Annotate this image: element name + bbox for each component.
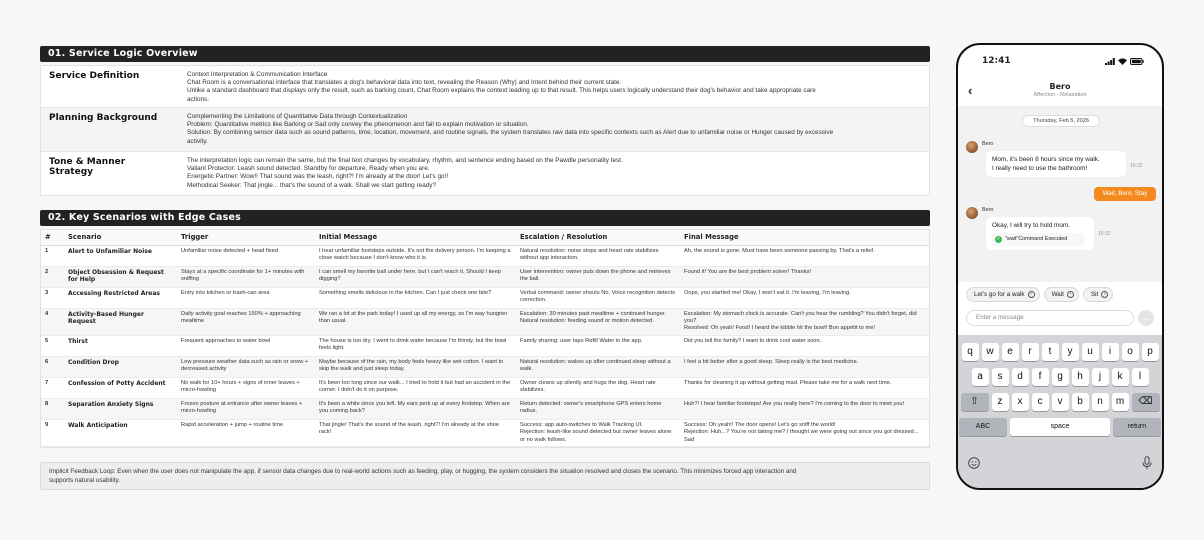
- trigger-cell: Unfamiliar noise detected + head fixed: [177, 245, 315, 266]
- signal-icon: [1105, 58, 1115, 65]
- keyboard-row-2: [958, 368, 1162, 386]
- key-d[interactable]: d: [1012, 368, 1029, 386]
- overview-line: Energetic Partner: Wow!! That sound was the leash, right?! I'm already at the door! Let's go!!: [187, 173, 449, 181]
- sender-name: Bero: [982, 207, 994, 213]
- command-text: "wait"Command Executed: [1005, 236, 1068, 242]
- microphone-icon[interactable]: [1142, 456, 1152, 470]
- escalation-cell: Family sharing: user taps Refill Water in the app.: [516, 335, 680, 356]
- key-x[interactable]: x: [1012, 393, 1029, 411]
- overview-label: Tone & Manner Strategy: [49, 157, 126, 177]
- initial-message-cell: We ran a lot at the park today! I used up all my energy, so I'm way hungrier than usual.: [315, 308, 516, 335]
- initial-message-cell: Maybe because of the rain, my body feels heavy like wet cotton. I want to skip the walk and just sleep today.: [315, 356, 516, 377]
- keyboard: [958, 335, 1162, 490]
- cell-line: Rejection: Huh...? You're not taking me? I thought we were going out since you got dressed... Sad: [684, 429, 919, 443]
- scenario-name: Accessing Restricted Areas: [64, 287, 177, 308]
- scenarios-table-card: [40, 229, 930, 448]
- key-w[interactable]: w: [982, 343, 999, 361]
- final-message-cell: Found it! You are the best problem solver! Thanks!: [680, 266, 929, 287]
- final-message-cell: [680, 308, 929, 335]
- overview-row: [41, 108, 929, 152]
- table-header-row: [41, 230, 929, 245]
- row-number: 2: [41, 266, 64, 287]
- command-status: [992, 233, 1084, 246]
- sender-name: Bero: [982, 141, 994, 147]
- incoming-message: [986, 217, 1094, 250]
- scenario-name: Alert to Unfamiliar Noise: [64, 245, 177, 266]
- key-u[interactable]: u: [1082, 343, 1099, 361]
- arrow-right-icon: ›: [1101, 291, 1108, 298]
- escalation-cell: Natural resolution: wakes up after continued sleep without a walk.: [516, 356, 680, 377]
- implicit-feedback-note: [40, 462, 930, 490]
- final-message-cell: Ah, the sound is gone. Must have been someone passing by. That's a relief.: [680, 245, 929, 266]
- column-header: Escalation / Resolution: [516, 230, 680, 245]
- scenario-name: Walk Anticipation: [64, 419, 177, 446]
- escalation-cell: Owner cleans up silently and hugs the dog. Heart rate stabilizes.: [516, 377, 680, 398]
- cell-line: Rejection: leash-like sound detected but owner leaves alone or no walk follows.: [520, 429, 672, 443]
- row-number: 1: [41, 245, 64, 266]
- status-icons: [1105, 58, 1144, 65]
- chat-subtitle: Affection · Relaxation: [1033, 92, 1087, 98]
- key-p[interactable]: p: [1142, 343, 1159, 361]
- arrow-right-icon: ›: [1028, 291, 1035, 298]
- date-separator: Thursday, Feb 5, 2026: [1022, 115, 1100, 127]
- quick-replies: [966, 287, 1113, 302]
- overview-body: [180, 108, 929, 151]
- chip-label: Wait: [1051, 291, 1064, 298]
- key-m[interactable]: m: [1112, 393, 1129, 411]
- key-t[interactable]: t: [1042, 343, 1059, 361]
- overview-line: The interpretation logic can remain the same, but the final text changes by vocabulary, rhythm, and sentence ending based on the Pawdle personality test.: [187, 157, 623, 164]
- trigger-cell: No walk for 10+ hours + signs of inner leaves + micro-howling: [177, 377, 315, 398]
- cell-line: Success: Oh yeah!! The door opens! Let's go sniff the world!: [684, 421, 836, 428]
- feedback-line: Implicit Feedback Loop: Even when the user does not manipulate the app, if sensor data changes due to real-world actions such as feeding, play, or hugging, the system considers the situation resolved and closes the scenario. This minimizes forced app interaction and: [49, 468, 797, 475]
- status-time: 12:41: [982, 56, 1011, 66]
- table-row: [41, 308, 929, 335]
- scenario-name: Separation Anxiety Signs: [64, 398, 177, 419]
- key-y[interactable]: y: [1062, 343, 1079, 361]
- trigger-cell: Stays at a specific coordinate for 1+ minutes with sniffing: [177, 266, 315, 287]
- backspace-icon[interactable]: ⌫: [1132, 393, 1160, 411]
- scenario-name: Thirst: [64, 335, 177, 356]
- column-header: Final Message: [680, 230, 929, 245]
- overview-label: Service Definition: [49, 71, 140, 81]
- row-number: 7: [41, 377, 64, 398]
- chip-label: Sit: [1090, 291, 1099, 298]
- message-input[interactable]: Enter a message: [966, 310, 1134, 326]
- table-row: [41, 419, 929, 446]
- overview-line: Context Interpretation & Communication Interface: [187, 71, 328, 78]
- chat-header: [958, 77, 1162, 107]
- initial-message-cell: I can smell my favorite ball under here, but I can't reach it. Should I keep digging?: [315, 266, 516, 287]
- shift-icon[interactable]: ⇧: [961, 393, 989, 411]
- section-2-title: 02. Key Scenarios with Edge Cases: [40, 210, 930, 226]
- key-o[interactable]: o: [1122, 343, 1139, 361]
- escalation-cell: [516, 419, 680, 446]
- initial-message-cell: Something smells delicious in the kitchen. Can I just check one bite?: [315, 287, 516, 308]
- initial-message-cell: The house is too dry. I went to drink water because I'm thirsty, but the bowl feels light.: [315, 335, 516, 356]
- battery-icon: [1130, 58, 1144, 65]
- escalation-cell: User intervention: owner puts down the phone and retrieves the ball.: [516, 266, 680, 287]
- initial-message-cell: That jingle! That's the sound of the leash, right?! I'm already at the shoe rack!: [315, 419, 516, 446]
- overview-line: Problem: Quantitative metrics like Barking or Sad only convey the phenomenon and fail to explain motivation or situation.: [187, 121, 529, 129]
- trigger-cell: Frequent approaches to water bowl: [177, 335, 315, 356]
- escalation-cell: Escalation: 30 minutes past mealtime + continued hunger. Natural resolution: feeding sound or motion detected.: [516, 308, 680, 335]
- overview-line: Complementing the Limitations of Quantitative Data through Contextualization: [187, 113, 408, 120]
- final-message-cell: Oops, you startled me! Okay, I won't eat it. I'm leaving, I'm leaving.: [680, 287, 929, 308]
- key-q[interactable]: q: [962, 343, 979, 361]
- quick-reply-sit[interactable]: [1083, 287, 1113, 302]
- message-line: Mom, it's been 8 hours since my walk.: [992, 156, 1100, 163]
- overview-line: Chat Room is a conversational interface that translates a dog's behavioral data into text, revealing the Reason (Why) and Intent behind their current state.: [187, 79, 622, 87]
- table-row: [41, 245, 929, 266]
- key-l[interactable]: l: [1132, 368, 1149, 386]
- table-row: [41, 266, 929, 287]
- keyboard-row-1: [958, 343, 1162, 361]
- overview-row: [41, 66, 929, 108]
- table-row: [41, 287, 929, 308]
- key-r[interactable]: r: [1022, 343, 1039, 361]
- escalation-cell: Natural resolution: noise stops and heart rate stabilizes without app interaction.: [516, 245, 680, 266]
- final-message-cell: [680, 419, 929, 446]
- key-i[interactable]: i: [1102, 343, 1119, 361]
- chip-label: Let's go for a walk: [974, 291, 1025, 298]
- chat-title: Bero: [1049, 82, 1071, 91]
- overview-line: actions.: [187, 95, 210, 103]
- trigger-cell: Daily activity goal reaches 150% + approaching mealtime: [177, 308, 315, 335]
- trigger-cell: Entry into kitchen or trash-can area: [177, 287, 315, 308]
- message-time: 16:32: [1098, 231, 1111, 237]
- return-key[interactable]: return: [1113, 418, 1161, 436]
- initial-message-cell: It's been too long since our walk... I tried to hold it but had an accident in the corner. I didn't do it on purpose.: [315, 377, 516, 398]
- scenario-name: Object Obsession & Request for Help: [64, 266, 177, 287]
- final-message-cell: Thanks for cleaning it up without getting mad. Please take me for a walk next time.: [680, 377, 929, 398]
- row-number: 9: [41, 419, 64, 446]
- message-time: 16:32: [1130, 163, 1143, 169]
- final-message-cell: Huh?! I hear familiar footsteps! Are you really here? I'm coming to the door to meet you!: [680, 398, 929, 419]
- escalation-cell: Return detected: owner's smartphone GPS enters home radius.: [516, 398, 680, 419]
- key-v[interactable]: v: [1052, 393, 1069, 411]
- row-number: 6: [41, 356, 64, 377]
- scenario-name: Activity-Based Hunger Request: [64, 308, 177, 335]
- incoming-message: [986, 151, 1126, 177]
- key-e[interactable]: e: [1002, 343, 1019, 361]
- row-number: 4: [41, 308, 64, 335]
- key-j[interactable]: j: [1092, 368, 1109, 386]
- overview-line: Methodical Seeker: That jingle... that's the sound of a walk. Shall we start getting ready?: [187, 181, 437, 189]
- status-bar: [958, 45, 1162, 77]
- arrow-right-icon: ›: [1067, 291, 1074, 298]
- column-header: #: [41, 230, 64, 245]
- key-b[interactable]: b: [1072, 393, 1089, 411]
- space-key[interactable]: space: [1010, 418, 1110, 436]
- key-s[interactable]: s: [992, 368, 1009, 386]
- key-z[interactable]: z: [992, 393, 1009, 411]
- key-c[interactable]: c: [1032, 393, 1049, 411]
- table-row: [41, 356, 929, 377]
- chat-area[interactable]: [958, 107, 1162, 282]
- quick-reply-walk[interactable]: [966, 287, 1040, 302]
- scenarios-table: [41, 230, 929, 447]
- scenario-name: Confession of Potty Accident: [64, 377, 177, 398]
- overview-line: Solution: By combining sensor data such as sound patterns, time, location, movement, and routine signals, the system translates raw data into specific contexts such as Alert due to unfamiliar noise or Hunger caused by excessive: [187, 129, 834, 137]
- cell-line: Escalation: My stomach clock is accurate. Can't you hear the rumbling? You didn't forget, did you?: [684, 310, 917, 324]
- send-button[interactable]: [1138, 310, 1154, 326]
- final-message-cell: I feel a bit better after a good sleep. Sleep really is the best medicine.: [680, 356, 929, 377]
- initial-message-cell: It's been a while since you left. My ears perk up at every footstep. When are you coming back?: [315, 398, 516, 419]
- cell-line: Resolved: Oh yeah! Food! I heard the kibble hit the bowl! Bon appétit to me!: [684, 325, 875, 332]
- key-n[interactable]: n: [1092, 393, 1109, 411]
- service-logic-overview: [40, 65, 930, 196]
- overview-body: [180, 152, 929, 195]
- key-k[interactable]: k: [1112, 368, 1129, 386]
- column-header: Trigger: [177, 230, 315, 245]
- phone-mockup: [956, 43, 1164, 490]
- row-number: 3: [41, 287, 64, 308]
- row-number: 5: [41, 335, 64, 356]
- quick-reply-wait[interactable]: [1044, 287, 1079, 302]
- emoji-icon[interactable]: [968, 457, 980, 469]
- key-h[interactable]: h: [1072, 368, 1089, 386]
- column-header: Scenario: [64, 230, 177, 245]
- scenario-name: Condition Drop: [64, 356, 177, 377]
- table-body: [41, 245, 929, 446]
- overview-line: Unlike a standard dashboard that displays only the result, such as barking count, Chat Room explains the context leading up to that result. This helps users logically understand their dog's behavior and take appropriate care: [187, 87, 816, 95]
- keyboard-row-3: [958, 393, 1162, 411]
- table-row: [41, 377, 929, 398]
- key-f[interactable]: f: [1032, 368, 1049, 386]
- cell-line: Success: app auto-switches to Walk Tracking UI.: [520, 421, 643, 428]
- initial-message-cell: I hear unfamiliar footsteps outside. It's not the delivery person. I'm keeping a close watch because I don't know who it is.: [315, 245, 516, 266]
- table-row: [41, 335, 929, 356]
- overview-label: Planning Background: [49, 113, 158, 123]
- trigger-cell: Rapid acceleration + jump + routine time: [177, 419, 315, 446]
- trigger-cell: Low pressure weather data such as rain or snow + decreased activity: [177, 356, 315, 377]
- trigger-cell: Frozen posture at entrance after owner leaves + micro-howling: [177, 398, 315, 419]
- key-a[interactable]: a: [972, 368, 989, 386]
- check-icon: ✓: [996, 236, 1001, 242]
- dog-avatar[interactable]: [966, 141, 978, 153]
- escalation-cell: Verbal command: owner shouts No. Voice recognition detects correction.: [516, 287, 680, 308]
- back-arrow-icon[interactable]: ‹: [968, 83, 973, 98]
- feedback-line: supports natural usability.: [49, 476, 120, 484]
- message-line: Okay, I will try to hold mom.: [992, 222, 1071, 229]
- message-line: I really need to use the bathroom!: [992, 165, 1088, 172]
- overview-body: [180, 66, 929, 107]
- dog-avatar[interactable]: [966, 207, 978, 219]
- outgoing-message: Wait, Bero, Stay: [1094, 187, 1156, 201]
- section-1-title: 01. Service Logic Overview: [40, 46, 930, 62]
- abc-key[interactable]: ABC: [959, 418, 1007, 436]
- column-header: Initial Message: [315, 230, 516, 245]
- keyboard-row-4: [958, 418, 1162, 436]
- overview-line: activity.: [187, 137, 208, 145]
- overview-line: Valiant Protector: Leash sound detected. Standby for departure. Ready when you are.: [187, 165, 430, 173]
- send-arrow-icon: →: [1141, 313, 1151, 323]
- row-number: 8: [41, 398, 64, 419]
- key-g[interactable]: g: [1052, 368, 1069, 386]
- wifi-icon: [1118, 58, 1127, 65]
- final-message-cell: Did you tell the family? I want to drink cool water soon.: [680, 335, 929, 356]
- overview-row: [41, 152, 929, 195]
- table-row: [41, 398, 929, 419]
